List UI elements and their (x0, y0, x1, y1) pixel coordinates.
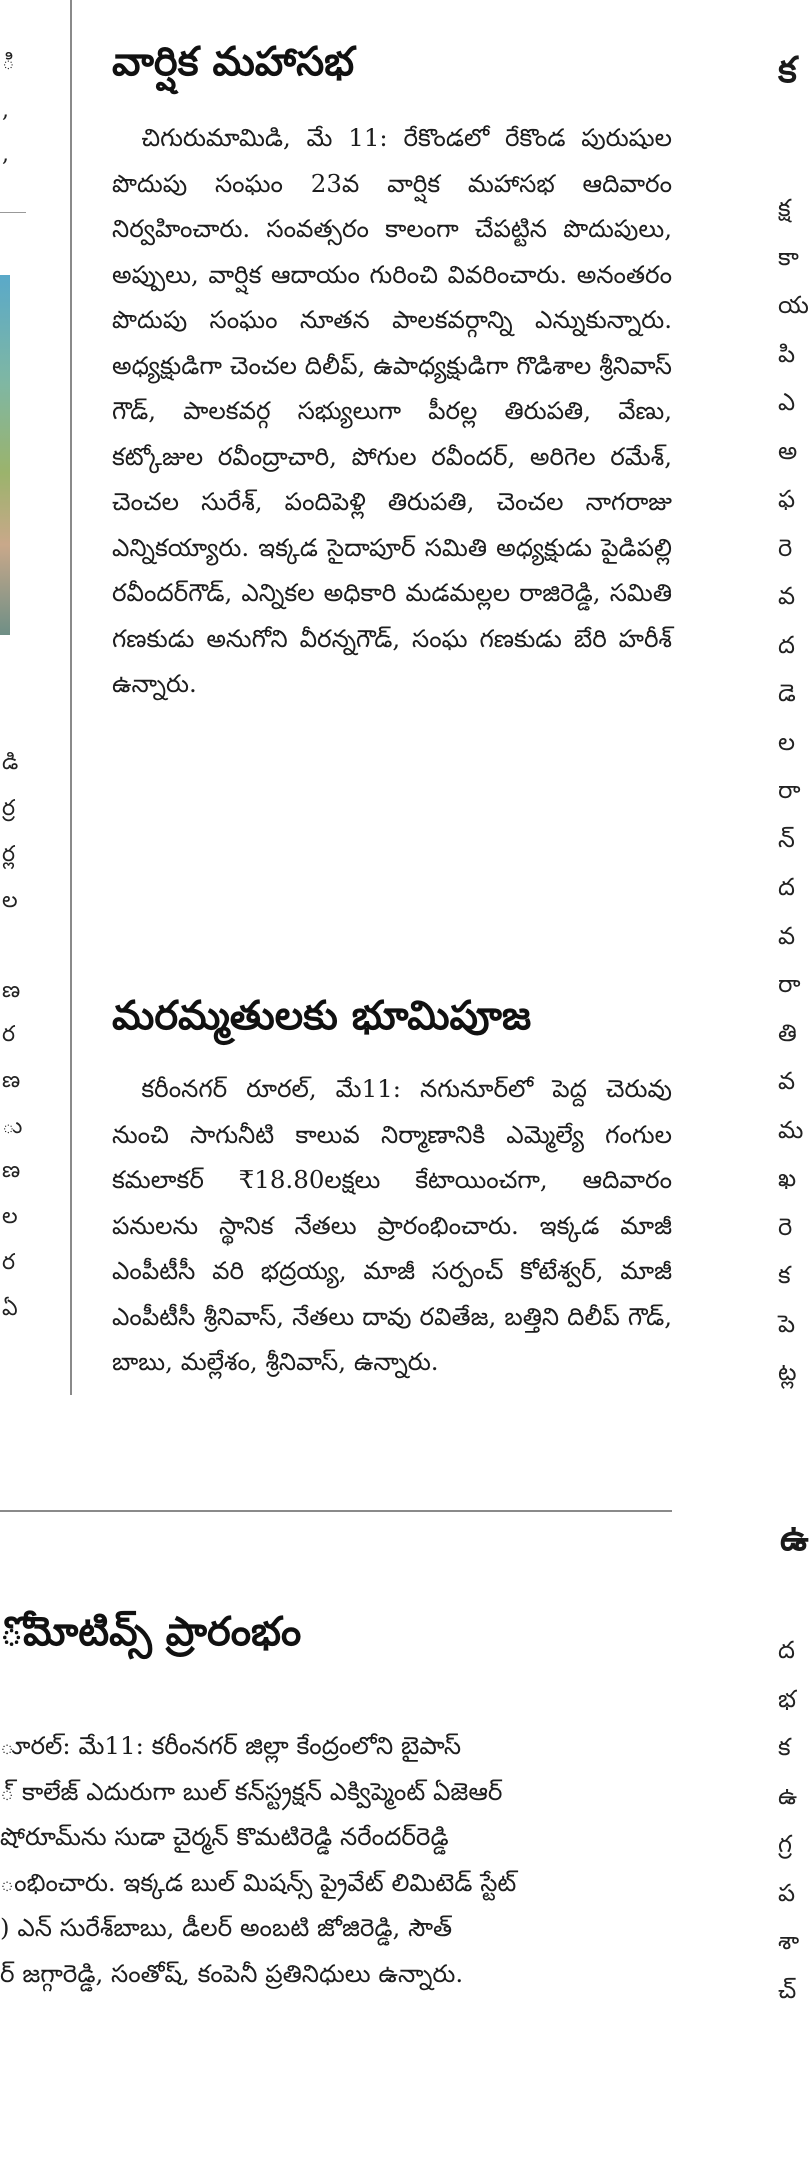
right-glyph: ల (778, 727, 796, 756)
article3-line: ర్ జగ్గారెడ్డి, సంతోష్, కంపెనీ ప్రతినిధులు ఉన్నారు. (0, 1958, 464, 1988)
article3-headline: ోమోటివ్స్ ప్రారంభం (0, 1609, 302, 1655)
photo-fragment (0, 275, 10, 635)
right-glyph: క (778, 1733, 791, 1761)
left-divider (0, 212, 26, 213)
right-glyph: ద (778, 1636, 795, 1664)
right-subhead-fragment: ఉ (780, 1518, 809, 1559)
right-glyph: కా (778, 242, 799, 271)
right-glyph: ప (778, 1878, 796, 1907)
left-glyph: , (2, 98, 9, 123)
article1-headline: వార్షిక మహాసభ (112, 39, 355, 85)
left-glyph: ణ (2, 1158, 21, 1183)
article3-line: ంభించారు. ఇక్కడ బుల్ మిషన్స్ ప్రైవేట్ లిమిటెడ్ స్టేట్ (0, 1867, 517, 1897)
right-glyph: మ (778, 1115, 804, 1144)
right-glyph: ఎ (778, 388, 796, 416)
left-glyph: ఏ (2, 1296, 18, 1321)
article3-body (0, 1723, 672, 1996)
right-glyph: వ (778, 1067, 796, 1095)
right-glyph: శా (778, 1927, 800, 1955)
right-glyph: అ (778, 436, 798, 465)
left-glyph: ి (2, 50, 15, 75)
right-glyph: గ్ర (778, 1830, 792, 1858)
left-glyph: డి (2, 750, 19, 775)
right-glyph: వ (778, 921, 796, 950)
right-glyph: పి (778, 339, 796, 368)
section-divider (0, 1510, 672, 1512)
right-glyph: న్ (778, 824, 795, 853)
right-glyph: క్ష (778, 194, 791, 222)
left-glyph: ు (2, 1114, 23, 1139)
right-glyph: ద (778, 630, 795, 659)
right-glyph: రా (778, 776, 801, 804)
left-glyph: ర్ల (2, 842, 16, 867)
right-glyph: ట్ల (778, 1358, 797, 1386)
article3-line: ) ఎన్ సురేశ్‌బాబు, డీలర్ అంబటి జోజిరెడ్డి, సౌత్ (0, 1913, 453, 1942)
left-glyph: ణ (2, 978, 21, 1003)
left-glyph: , (2, 142, 9, 167)
right-glyph: డె (778, 679, 796, 707)
right-glyph: ద (778, 873, 795, 901)
left-glyph: ల (2, 1204, 18, 1229)
right-glyph: య (778, 291, 809, 319)
article2-body: కరీంనగర్ రూరల్, మే11: నగునూర్‌లో పెద్ద చెరువు నుంచి సాగునీటి కాలువ నిర్మాణానికి ఎమ్మెల్యే గంగుల కమలాకర్ ₹18.80లక్షలు కేటాయించగా, ఆదివారం పనులను స్థానిక నేతలు ప్రారంభించారు. ఇక్కడ మాజీ ఎంపీటీసీ వరి భద్రయ్య, మాజీ సర్పంచ్ కోటేశ్వర్, మాజీ ఎంపీటీసీ శ్రీనివాస్, నేతలు దావు రవితేజ, బత్తిని దిలీప్ గౌడ్, బాబు, మల్లేశం, శ్రీనివాస్, ఉన్నారు. (112, 1074, 672, 1376)
right-clipped-column (772, 0, 809, 2181)
right-glyph: ఖ (778, 1164, 797, 1192)
left-clipped-column (0, 0, 26, 1360)
right-glyph: పె (778, 1309, 796, 1338)
article3-line: ూరల్: మే11: కరీంనగర్ జిల్లా కేంద్రంలోని బైపాస్ (0, 1731, 462, 1760)
right-glyph: క (778, 1261, 791, 1289)
column-rule (70, 0, 72, 1395)
right-glyph: రె (778, 1212, 793, 1241)
article1-body: చిగురుమామిడి, మే 11: రేకొండలో రేకొండ పురుషుల పొదుపు సంఘం 23వ వార్షిక మహాసభ ఆదివారం నిర్వహించారు. సంవత్సరం కాలంగా చేపట్టిన పొదుపులు, అప్పులు, వార్షిక ఆదాయం గురించి వివరించారు. అనంతరం పొదుపు సంఘం నూతన పాలకవర్గాన్ని ఎన్నుకున్నారు. అధ్యక్షుడిగా చెంచల దిలీప్, ఉపాధ్యక్షుడిగా గొడిశాల శ్రీనివాస్ గౌడ్, పాలకవర్గ సభ్యులుగా పీరల్ల తిరుపతి, వేణు, కట్కోజుల రవీంద్రాచారి, పోగుల రవీందర్, అరిగెల రమేశ్, చెంచల సురేశ్, పందిపెళ్లి తిరుపతి, చెంచల నాగరాజు ఎన్నికయ్యారు. ఇక్కడ సైదాపూర్ సమితి అధ్యక్షుడు పైడిపల్లి రవీందర్‌గౌడ్, ఎన్నికల అధికారి మడమల్లల రాజిరెడ్డి, సమితి గణకుడు అనుగోని వీరన్నగౌడ్, సంఘ గణకుడు బేరి హరీశ్ ఉన్నారు. (112, 123, 672, 698)
left-glyph: ల (2, 888, 18, 913)
right-glyph: ఉ (778, 1781, 798, 1810)
right-headline-fragment: క (778, 50, 797, 91)
right-glyph: వ (778, 582, 796, 610)
article2-headline: మరమ్మతులకు భూమిపూజ (112, 993, 532, 1039)
article3-line: షోరూమ్‌ను సుడా చైర్మన్ కొమటిరెడ్డి నరేందర్‌రెడ్డి (0, 1822, 449, 1851)
article3-line: ్ కాలేజ్ ఎదురుగా బుల్ కన్‌స్ట్రక్షన్ ఎక్విప్మెంట్ ఏజెఆర్ (0, 1776, 503, 1806)
left-glyph: ర (2, 1250, 16, 1275)
left-glyph: ర్ర (2, 796, 16, 821)
right-glyph: చ్ (778, 1975, 797, 2004)
right-glyph: రా (778, 970, 801, 998)
left-glyph: ర (2, 1022, 16, 1047)
right-glyph: భ (778, 1684, 796, 1713)
right-glyph: తి (778, 1018, 797, 1047)
right-glyph: ఫ (778, 485, 796, 513)
left-glyph: ణ (2, 1068, 21, 1093)
right-glyph: రె (778, 533, 793, 562)
